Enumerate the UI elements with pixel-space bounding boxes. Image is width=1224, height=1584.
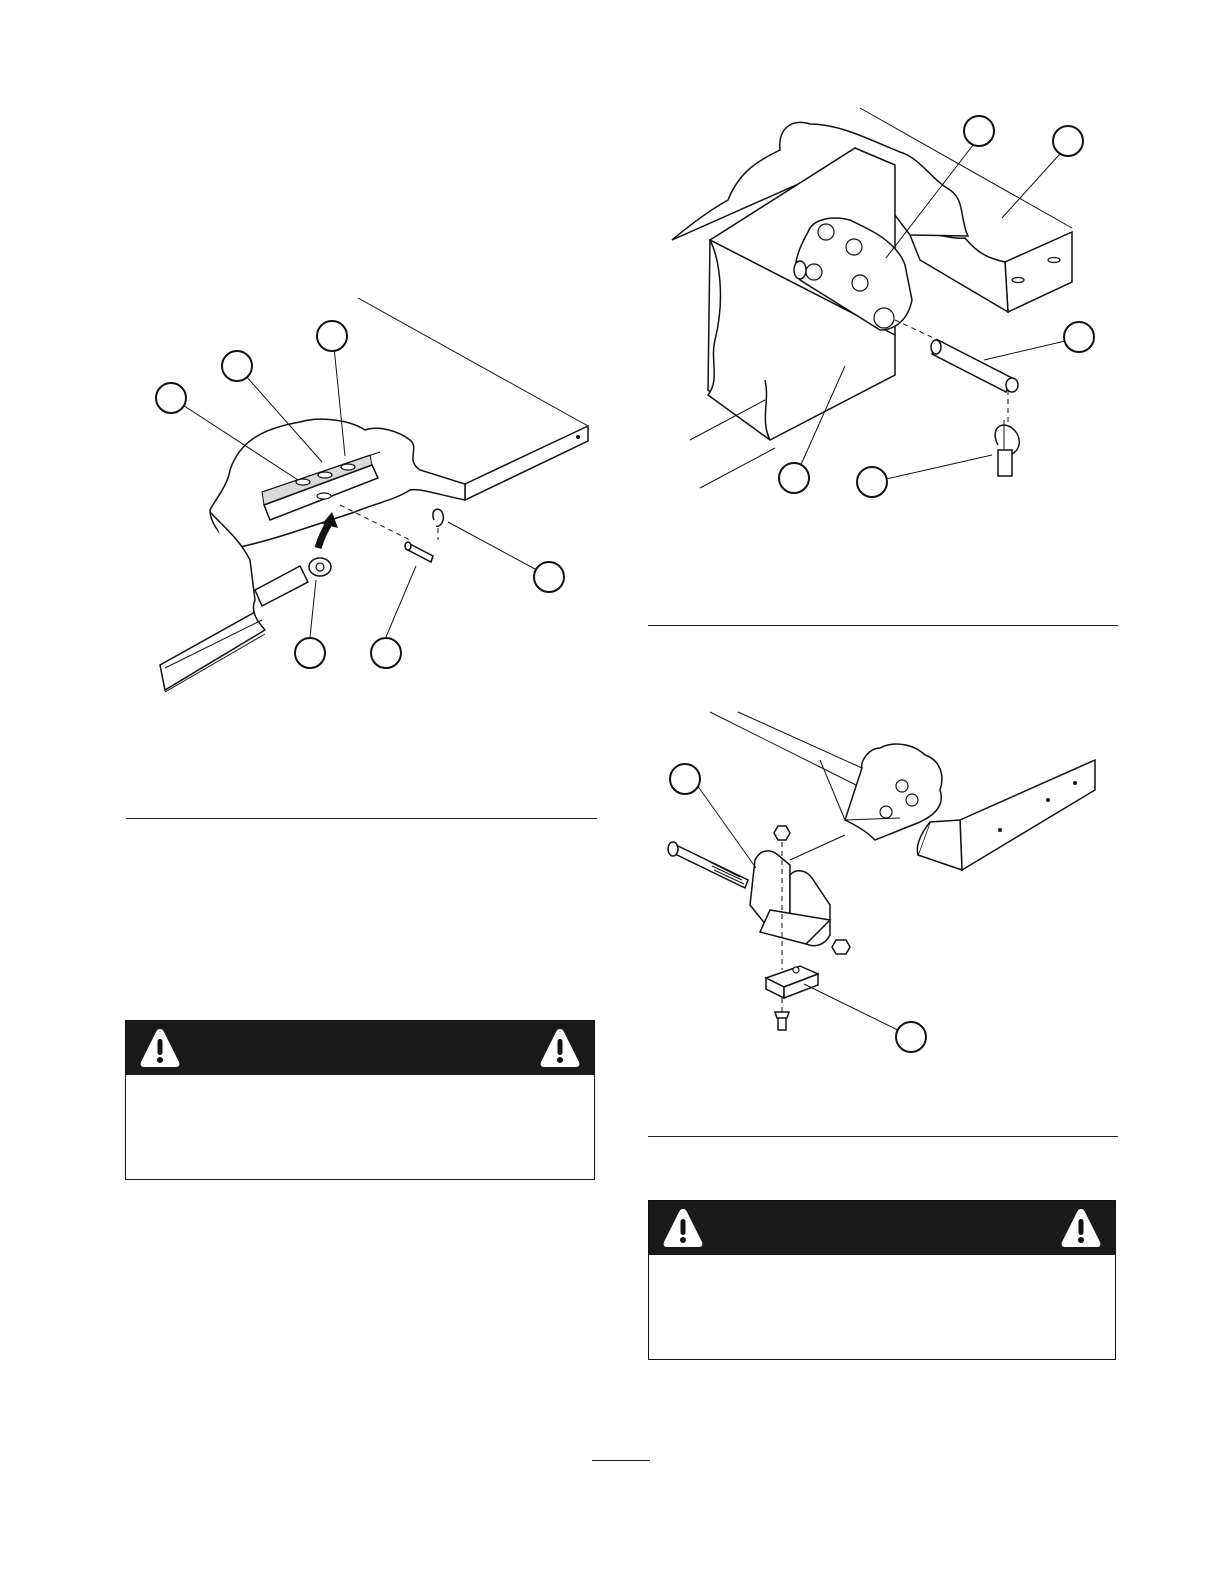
section-divider xyxy=(648,1136,1118,1137)
warning-header-bar xyxy=(649,1201,1115,1255)
section-divider xyxy=(126,818,597,819)
callout-2 xyxy=(896,1022,926,1052)
warning-box-left xyxy=(125,1020,595,1180)
page-number xyxy=(592,1460,650,1463)
warning-box-right xyxy=(648,1200,1116,1360)
section-divider xyxy=(648,625,1118,626)
warning-triangle-icon xyxy=(1059,1206,1103,1250)
warning-triangle-icon xyxy=(661,1206,705,1250)
warning-triangle-icon xyxy=(138,1026,182,1070)
callout-1 xyxy=(670,764,700,794)
warning-triangle-icon xyxy=(538,1026,582,1070)
warning-header-bar xyxy=(126,1021,594,1075)
